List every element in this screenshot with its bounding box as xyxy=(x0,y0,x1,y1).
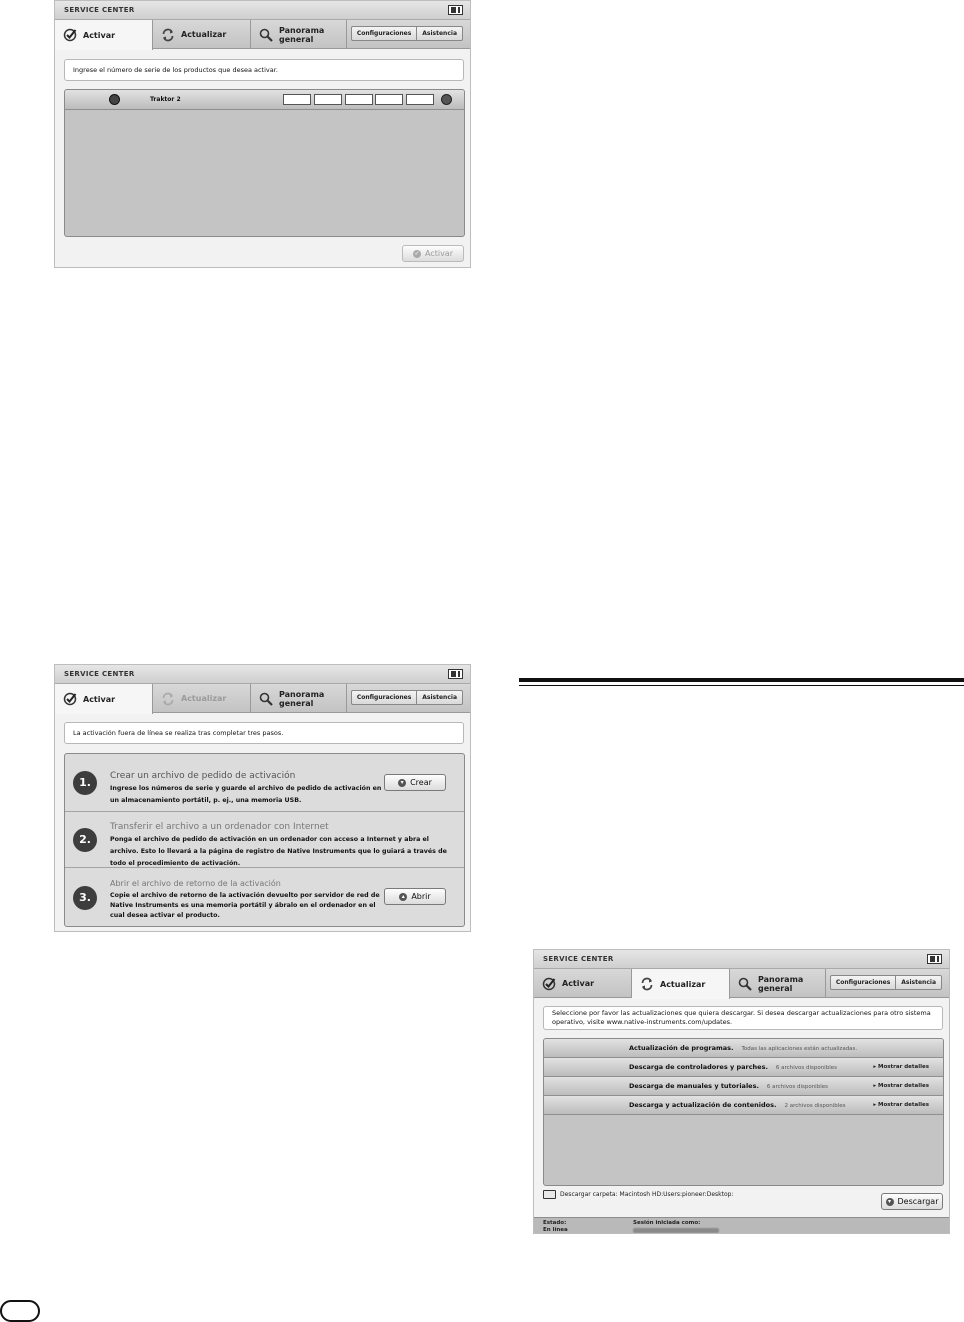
step-3-text: Copie el archivo de retorno de la activación devuelto por servidor de red de Native Instruments es una memoria portátil y ábralo en el ordenador en el cual desea activar el producto. xyxy=(110,892,380,919)
download-folder-path: Descargar carpeta: Macintosh HD:Users:pioneer:Desktop: xyxy=(560,1191,734,1198)
step-1 xyxy=(65,754,464,812)
update-row-label: Descarga de manuales y tutoriales. xyxy=(629,1082,759,1090)
service-center-activate-window xyxy=(54,0,471,268)
cart-icon[interactable] xyxy=(441,94,452,105)
product-list-panel xyxy=(64,89,465,237)
tab-bar xyxy=(55,684,470,713)
open-button-label: Abrir xyxy=(411,892,431,901)
settings-button[interactable]: Configuraciones xyxy=(356,30,412,37)
instruction-text: La activación fuera de línea se realiza tras completar tres pasos. xyxy=(73,729,284,737)
create-button[interactable] xyxy=(384,774,446,791)
step-1-title: Crear un archivo de pedido de activación xyxy=(110,771,296,781)
tab-activate[interactable] xyxy=(55,684,153,714)
window-title-bar xyxy=(55,1,470,20)
steps-panel xyxy=(64,753,465,927)
magnifier-icon xyxy=(738,977,752,991)
refresh-icon xyxy=(161,28,175,42)
step-number-2: 2. xyxy=(73,828,97,852)
instruction-box xyxy=(543,1006,943,1030)
arrow-down-circle-icon: ▾ xyxy=(886,1198,894,1206)
show-details-link[interactable]: ▸ Mostrar detalles xyxy=(873,1083,929,1089)
tab-overview-label: Panorama general xyxy=(758,974,804,993)
arrow-up-circle-icon: ▴ xyxy=(399,893,407,901)
step-1-text: Ingrese los números de serie y guarde el archivo de pedido de activación en un almacenamiento portátil, p. ej., una memoria USB. xyxy=(110,785,382,804)
step-number-1: 1. xyxy=(73,771,97,795)
show-details-link[interactable]: ▸ Mostrar detalles xyxy=(873,1064,929,1070)
tab-bar xyxy=(55,20,470,49)
settings-support-group xyxy=(351,690,463,705)
tab-overview-label: Panorama general xyxy=(279,25,325,44)
step-3-title: Abrir el archivo de retorno de la activación xyxy=(110,879,281,888)
tab-overview[interactable] xyxy=(251,20,347,49)
step-number-3: 3. xyxy=(73,886,97,910)
tab-update[interactable] xyxy=(153,684,251,713)
tab-bar xyxy=(534,969,949,998)
download-button[interactable] xyxy=(881,1193,943,1210)
open-button[interactable] xyxy=(384,888,446,905)
support-button[interactable]: Asistencia xyxy=(895,976,941,989)
create-button-label: Crear xyxy=(410,778,432,787)
update-row-label: Descarga de controladores y parches. xyxy=(629,1063,768,1071)
window-mode-icon[interactable] xyxy=(448,5,463,15)
tab-overview[interactable] xyxy=(251,684,347,713)
activate-button[interactable] xyxy=(402,245,464,262)
update-row-status: Todas las aplicaciones están actualizadas. xyxy=(741,1046,858,1052)
support-button[interactable]: Asistencia xyxy=(416,27,462,40)
serial-field-3[interactable] xyxy=(345,94,373,105)
update-row-manuals[interactable] xyxy=(544,1077,943,1096)
product-row[interactable] xyxy=(65,90,464,110)
instruction-text: Seleccione por favor las actualizaciones que quiera descargar. Si desea descargar actualizaciones para otro sistema operativo, visite www.native-instruments.com/updates. xyxy=(552,1009,931,1026)
checkmark-icon xyxy=(542,977,556,991)
tab-activate-label: Activar xyxy=(83,30,116,40)
settings-button[interactable]: Configuraciones xyxy=(835,979,891,986)
download-button-label: Descargar xyxy=(897,1197,939,1206)
refresh-icon xyxy=(640,977,654,991)
window-mode-icon[interactable] xyxy=(927,954,942,964)
window-title: SERVICE CENTER xyxy=(64,670,135,678)
tab-update[interactable] xyxy=(153,20,251,49)
tab-update-label: Actualizar xyxy=(660,979,706,989)
download-folder-row xyxy=(543,1190,733,1199)
product-logo-icon xyxy=(109,94,120,105)
activate-button-label: Activar xyxy=(424,249,453,258)
instruction-text: Ingrese el número de serie de los productos que desea activar. xyxy=(73,66,278,74)
settings-support-group xyxy=(351,26,463,41)
update-row-label: Actualización de programas. xyxy=(629,1044,734,1052)
step-2-text: Ponga el archivo de pedido de activación en un ordenador con acceso a Internet y abra el archivo. Esto lo llevará a la página de registro de Native Instruments que lo guiará a través de todo el procedimiento de activación. xyxy=(110,836,447,867)
window-mode-icon[interactable] xyxy=(448,669,463,679)
window-title: SERVICE CENTER xyxy=(543,955,614,963)
tab-overview[interactable] xyxy=(730,969,826,998)
show-details-link[interactable]: ▸ Mostrar detalles xyxy=(873,1102,929,1108)
product-name: Traktor 2 xyxy=(150,96,181,103)
serial-field-4[interactable] xyxy=(375,94,403,105)
tab-overview-label: Panorama general xyxy=(279,689,325,708)
blurred-account-email xyxy=(633,1228,719,1233)
settings-button[interactable]: Configuraciones xyxy=(356,694,412,701)
updates-panel xyxy=(543,1038,944,1186)
magnifier-icon xyxy=(259,28,273,42)
serial-field-5[interactable] xyxy=(406,94,434,105)
checkmark-icon xyxy=(63,28,77,42)
status-bar xyxy=(534,1217,949,1234)
section-rule-thin xyxy=(519,685,964,686)
update-row-drivers[interactable] xyxy=(544,1058,943,1077)
support-button[interactable]: Asistencia xyxy=(416,691,462,704)
service-center-offline-activation-window xyxy=(54,664,471,932)
step-3 xyxy=(65,868,464,927)
update-row-status: 2 archivos disponibles xyxy=(784,1103,846,1109)
tab-activate-label: Activar xyxy=(562,979,595,988)
tab-update-label: Actualizar xyxy=(181,30,227,39)
update-row-programs[interactable] xyxy=(544,1039,943,1058)
session-label: Sesión iniciada como: xyxy=(633,1220,701,1226)
window-title: SERVICE CENTER xyxy=(64,6,135,14)
step-2-title: Transferir el archivo a un ordenador con Internet xyxy=(110,822,329,832)
section-rule-thick xyxy=(519,678,964,682)
page-language-tab xyxy=(0,1300,40,1322)
service-center-update-window xyxy=(533,949,950,1234)
checkmark-icon xyxy=(63,692,77,706)
update-row-content[interactable] xyxy=(544,1096,943,1115)
instruction-box xyxy=(64,722,464,744)
arrow-down-circle-icon: ▾ xyxy=(398,779,406,787)
magnifier-icon xyxy=(259,692,273,706)
tab-update[interactable] xyxy=(632,969,730,999)
status-label: Estado: xyxy=(543,1220,567,1226)
update-row-status: 6 archivos disponibles xyxy=(766,1084,828,1090)
serial-field-1[interactable] xyxy=(283,94,311,105)
update-row-label: Descarga y actualización de contenidos. xyxy=(629,1101,777,1109)
settings-support-group xyxy=(830,975,942,990)
tab-activate[interactable] xyxy=(55,20,153,50)
tab-activate-label: Activar xyxy=(83,694,116,704)
window-title-bar xyxy=(534,950,949,969)
serial-field-2[interactable] xyxy=(314,94,342,105)
folder-icon[interactable] xyxy=(543,1190,556,1199)
update-row-status: 6 archivos disponibles xyxy=(775,1065,837,1071)
instruction-box xyxy=(64,59,464,81)
window-title-bar xyxy=(55,665,470,684)
step-2 xyxy=(65,812,464,868)
refresh-icon xyxy=(161,692,175,706)
tab-update-label: Actualizar xyxy=(181,694,227,703)
check-circle-icon: ✓ xyxy=(414,249,420,257)
status-value: En línea xyxy=(543,1227,568,1233)
tab-activate[interactable] xyxy=(534,969,632,998)
